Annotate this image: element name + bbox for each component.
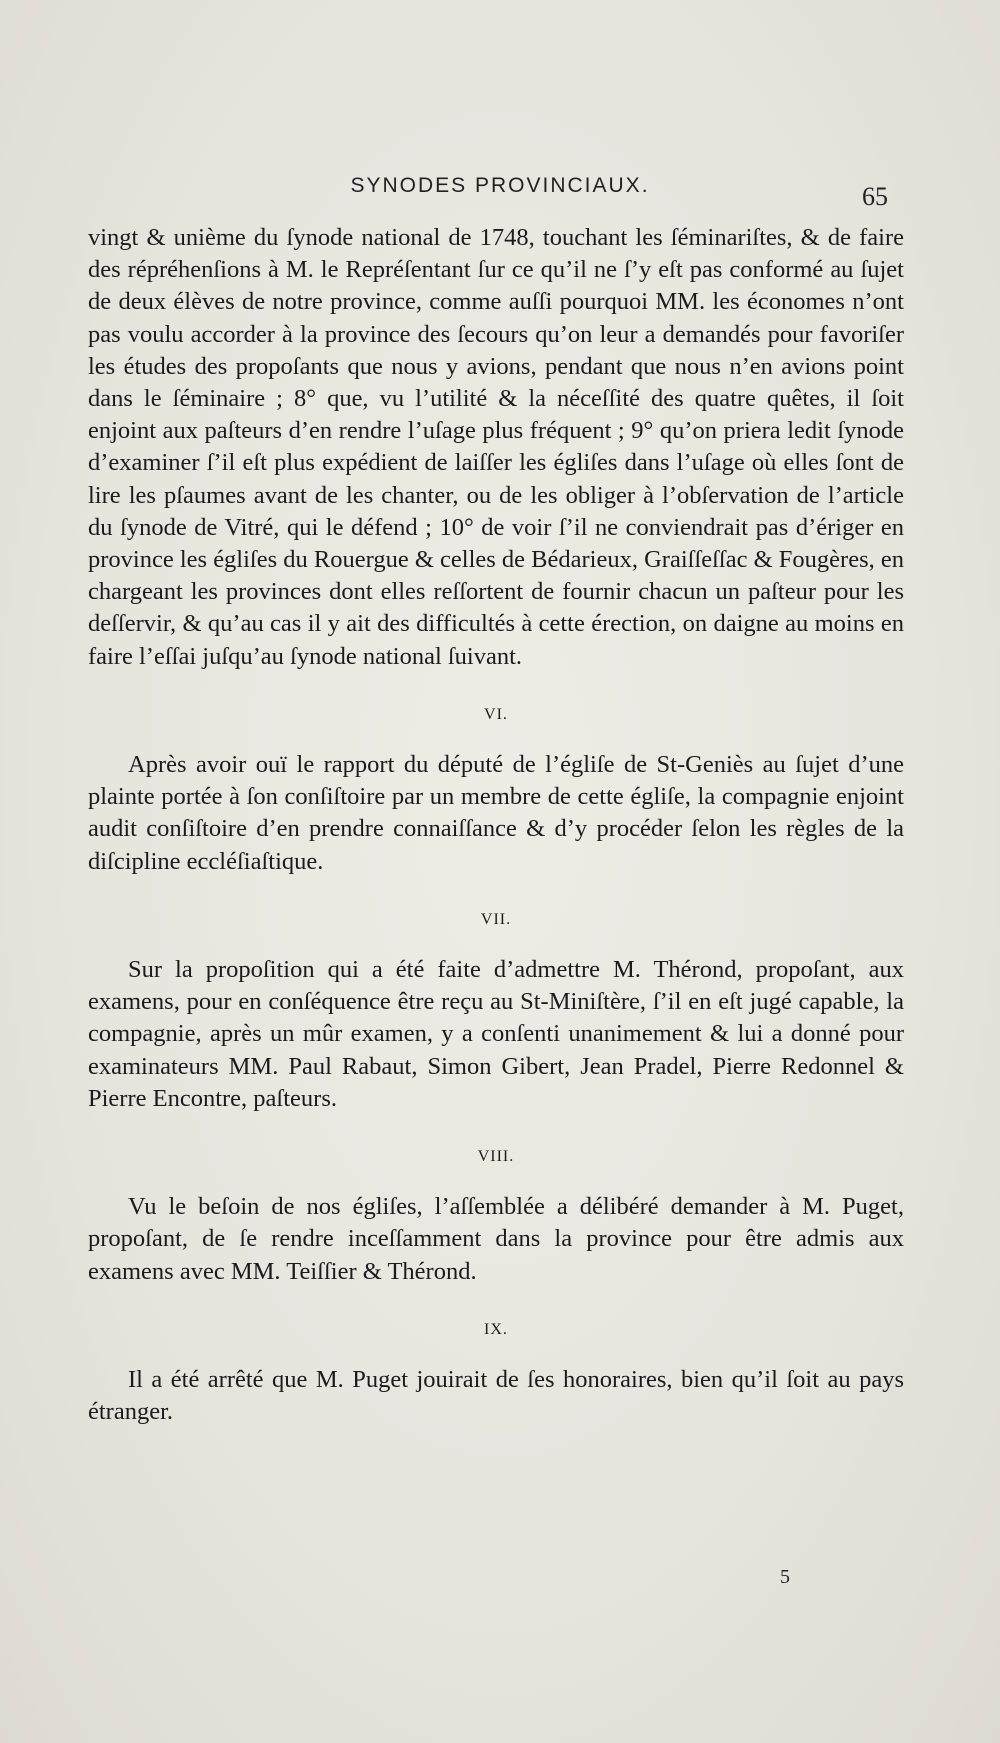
page-number: 65 (862, 182, 888, 211)
section-number-vi: VI. (484, 705, 508, 723)
section-number-vii: VII. (480, 910, 512, 928)
section-paragraph-vi: Après avoir ouï le rapport du député de l’égliſe de St-Geniès au ſujet d’une plainte portée à ſon conſiſtoire par un membre de cette égliſe, la compagnie enjoint audit conſiſtoire d’en prendre connaiſſance & d’y procéder ſelon les règles de la diſcipline eccléſiaſtique. (88, 751, 904, 875)
section-number-viii: VIII. (477, 1148, 515, 1166)
section-number-ix: IX. (484, 1320, 508, 1338)
section-paragraph-ix: Il a été arrêté que M. Puget jouirait de ſes honoraires, bien qu’il ſoit au pays étranger. (88, 1366, 904, 1426)
paragraph-continuation: vingt & unième du ſynode national de 1748, touchant les ſéminariſtes, & de faire des répréhenſions à M. le Repréſentant ſur ce qu’il ne ſ’y eſt pas conformé au ſujet de deux élèves de notre province, comme auſſi pourquoi MM. les économes n’ont pas voulu accorder à la province des ſecours qu’on leur a demandés pour favoriſer les études des propoſants que nous y avions, pendant que nous n’en avions point dans le ſéminaire ; 8° que, vu l’utilité & la néceſſité des quatre quêtes, il ſoit enjoint aux paſteurs d’en rendre l’uſage plus fréquent ; 9° qu’on priera ledit ſynode d’examiner ſ’il eſt plus expédient de laiſſer les égliſes dans l’uſage où elles ſont de lire les pſaumes avant de les chanter, ou de les obliger à l’obſervation de l’article du ſynode de Vitré, qui le défend ; 10° de voir ſ’il ne conviendrait pas d’ériger en province les égliſes du Rouergue & celles de Bédarieux, Graiſſeſſac & Fougères, en chargeant les provinces dont elles reſſortent de fournir chacun un paſteur pour les deſſervir, & qu’au cas il y ait des difficultés à cette érection, on daigne au moins en faire l’eſſai juſqu’au ſynode national ſuivant. (88, 224, 904, 670)
running-title: SYNODES PROVINCIAUX. (350, 174, 650, 197)
section-paragraph-viii: Vu le beſoin de nos égliſes, l’aſſemblée a délibéré demander à M. Puget, propoſant, de ſe rendre inceſſamment dans la province pour être admis aux examens avec MM. Teiſſier & Thérond. (88, 1193, 904, 1285)
section-paragraph-vii: Sur la propoſition qui a été faite d’admettre M. Thérond, propoſant, aux examens, pour en conſéquence être reçu au St-Miniſtère, ſ’il en eſt jugé capable, la compagnie, après un mûr examen, y a conſenti unanimement & lui a donné pour examinateurs MM. Paul Rabaut, Simon Gibert, Jean Pradel, Pierre Redonnel & Pierre Encontre, paſteurs. (88, 956, 904, 1112)
signature-mark: 5 (780, 1566, 790, 1588)
body-text (88, 222, 904, 1429)
